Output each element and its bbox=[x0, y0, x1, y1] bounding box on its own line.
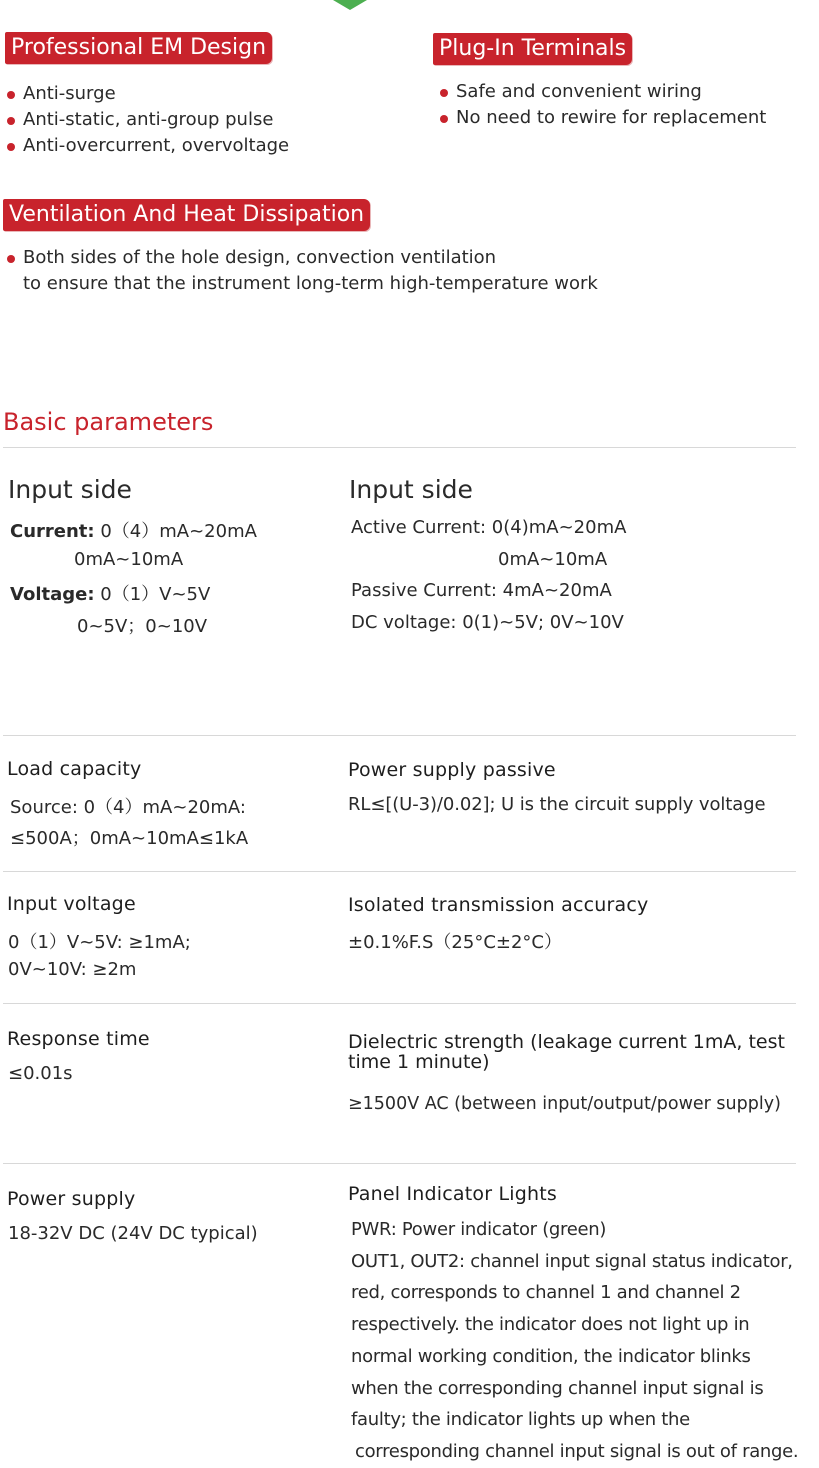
em-design-title: Professional EM Design bbox=[11, 35, 267, 60]
input-voltage-line2: 0V~10V: ≥2m bbox=[8, 959, 137, 980]
response-time-line1: ≤0.01s bbox=[8, 1063, 73, 1084]
accuracy-line1: ±0.1%F.S（25°C±2°C） bbox=[348, 932, 562, 953]
list-item-text: Anti-static, anti-group pulse bbox=[23, 109, 274, 130]
divider bbox=[3, 735, 796, 736]
power-passive-title: Power supply passive bbox=[348, 759, 556, 781]
active-current: Active Current: 0(4)mA~20mA bbox=[351, 517, 627, 538]
current-label: Current: bbox=[10, 521, 95, 542]
indicator-lights-description bbox=[351, 1214, 798, 1468]
list-item-text: Both sides of the hole design, convection ventilation bbox=[23, 247, 497, 268]
input-side-right-title: Input side bbox=[349, 475, 473, 504]
list-item bbox=[5, 107, 289, 133]
voltage-value: 0（1）V~5V bbox=[94, 584, 211, 605]
indicator-line: respectively. the indicator does not light up in bbox=[351, 1314, 750, 1336]
terminals-list bbox=[438, 79, 766, 131]
indicator-line: OUT1, OUT2: channel input signal status indicator, bbox=[351, 1250, 793, 1272]
em-design-list bbox=[5, 81, 289, 159]
current-row bbox=[10, 517, 257, 543]
list-item bbox=[5, 245, 598, 297]
current-value-2: 0mA~10mA bbox=[74, 549, 184, 570]
passive-current: Passive Current: 4mA~20mA bbox=[351, 580, 612, 601]
load-capacity-title: Load capacity bbox=[7, 758, 142, 780]
power-supply-title: Power supply bbox=[7, 1188, 136, 1210]
list-item bbox=[5, 81, 289, 107]
divider bbox=[3, 871, 796, 872]
accuracy-title: Isolated transmission accuracy bbox=[348, 894, 649, 916]
ventilation-list bbox=[5, 245, 598, 297]
input-voltage-title: Input voltage bbox=[7, 893, 136, 915]
em-design-tag bbox=[5, 32, 272, 64]
indicator-line: faulty; the indicator lights up when the bbox=[351, 1409, 690, 1431]
voltage-label: Voltage: bbox=[10, 584, 95, 605]
indicator-lights-title: Panel Indicator Lights bbox=[348, 1183, 558, 1205]
section-title: Basic parameters bbox=[3, 408, 214, 436]
terminals-tag bbox=[433, 33, 632, 65]
list-item bbox=[438, 79, 766, 105]
list-item-text: Safe and convenient wiring bbox=[456, 81, 702, 102]
indicator-line: corresponding channel input signal is out of range. bbox=[355, 1440, 799, 1462]
list-item-text: Anti-overcurrent, overvoltage bbox=[23, 135, 290, 156]
active-current-2: 0mA~10mA bbox=[498, 549, 608, 570]
power-supply-line1: 18-32V DC (24V DC typical) bbox=[8, 1223, 258, 1244]
list-item bbox=[5, 133, 289, 159]
down-arrow-icon bbox=[333, 0, 367, 10]
input-side-left-title: Input side bbox=[8, 475, 132, 504]
list-item-text: to ensure that the instrument long-term high-temperature work bbox=[23, 273, 598, 294]
dielectric-title: Dielectric strength (leakage current 1mA, test time 1 minute) bbox=[348, 1031, 785, 1073]
terminals-title: Plug-In Terminals bbox=[439, 36, 627, 61]
list-item-text: Anti-surge bbox=[23, 83, 116, 104]
divider bbox=[3, 1003, 796, 1004]
dc-voltage: DC voltage: 0(1)~5V; 0V~10V bbox=[351, 612, 624, 633]
load-capacity-line2: ≤500A；0mA~10mA≤1kA bbox=[10, 828, 249, 849]
voltage-value-2: 0~5V；0~10V bbox=[77, 616, 208, 637]
list-item-text: No need to rewire for replacement bbox=[456, 107, 767, 128]
divider bbox=[3, 447, 796, 448]
power-passive-line1: RL≤[(U-3)/0.02]; U is the circuit supply voltage bbox=[348, 794, 766, 815]
ventilation-tag bbox=[3, 199, 370, 231]
voltage-row bbox=[10, 580, 210, 606]
indicator-line: normal working condition, the indicator blinks bbox=[351, 1345, 751, 1367]
indicator-line: PWR: Power indicator (green) bbox=[351, 1219, 607, 1240]
ventilation-title: Ventilation And Heat Dissipation bbox=[9, 202, 365, 227]
dielectric-line1: ≥1500V AC (between input/output/power supply) bbox=[348, 1094, 781, 1114]
indicator-line: red, corresponds to channel 1 and channel 2 bbox=[351, 1282, 741, 1304]
input-voltage-line1: 0（1）V~5V: ≥1mA; bbox=[8, 932, 191, 953]
load-capacity-line1: Source: 0（4）mA~20mA: bbox=[10, 797, 246, 818]
indicator-line: when the corresponding channel input signal is bbox=[351, 1377, 764, 1399]
current-value: 0（4）mA~20mA bbox=[94, 521, 257, 542]
response-time-title: Response time bbox=[7, 1028, 150, 1050]
divider bbox=[3, 1163, 796, 1164]
list-item bbox=[438, 105, 766, 131]
